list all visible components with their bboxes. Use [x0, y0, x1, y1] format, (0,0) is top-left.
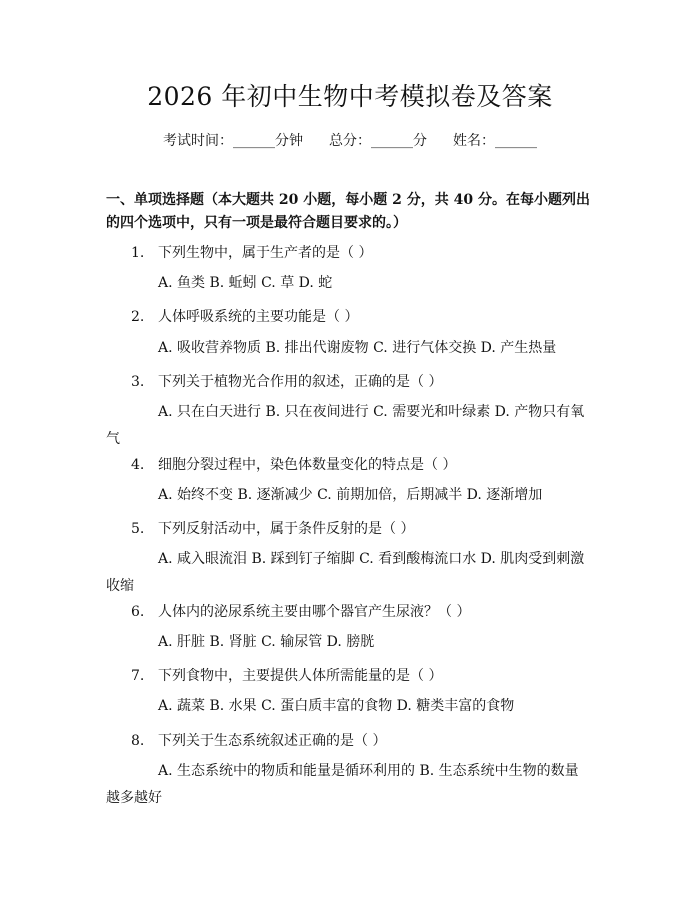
question-number: 6. — [131, 604, 145, 620]
question-2-options: A. 吸收营养物质 B. 排出代谢废物 C. 进行气体交换 D. 产生热量 — [158, 340, 557, 356]
question-text: 人体呼吸系统的主要功能是（ ） — [158, 309, 359, 325]
question-text: 细胞分裂过程中，染色体数量变化的特点是（ ） — [158, 457, 457, 473]
total-score-field: 总分：______分 — [329, 133, 427, 149]
question-number: 3. — [131, 374, 145, 390]
question-text: 下列食物中，主要提供人体所需能量的是（ ） — [158, 668, 443, 684]
question-3 — [131, 372, 601, 392]
question-7 — [131, 666, 601, 686]
question-1 — [131, 243, 601, 263]
question-number: 7. — [131, 668, 145, 684]
question-text: 下列关于生态系统叙述正确的是（ ） — [158, 733, 387, 749]
question-number: 5. — [131, 521, 145, 537]
question-7-options: A. 蔬菜 B. 水果 C. 蛋白质丰富的食物 D. 糖类丰富的食物 — [158, 698, 515, 714]
question-number: 1. — [131, 245, 145, 261]
question-text: 人体内的泌尿系统主要由哪个器官产生尿液？（ ） — [158, 604, 471, 620]
question-5 — [131, 519, 601, 539]
question-text: 下列反射活动中，属于条件反射的是（ ） — [158, 521, 415, 537]
exam-time-field: 考试时间：______分钟 — [163, 133, 303, 149]
question-number: 2. — [131, 309, 145, 325]
section-heading: 一、单项选择题（本大题共 20 小题，每小题 2 分，共 40 分。在每小题列出的四个选项中，只有一项是最符合题目要求的。） — [106, 192, 590, 231]
question-6 — [131, 602, 601, 622]
student-name-field: 姓名：______ — [453, 133, 537, 149]
question-5-options: A. 咸入眼流泪 B. 踩到钉子缩脚 C. 看到酸梅流口水 D. 肌肉受到刺激收缩 — [106, 551, 585, 594]
question-4-options: A. 始终不变 B. 逐渐减少 C. 前期加倍，后期减半 D. 逐渐增加 — [158, 487, 543, 503]
question-number: 8. — [131, 733, 145, 749]
question-6-options: A. 肝脏 B. 肾脏 C. 输尿管 D. 膀胱 — [158, 634, 375, 650]
question-4 — [131, 455, 601, 475]
question-number: 4. — [131, 457, 145, 473]
question-3-options: A. 只在白天进行 B. 只在夜间进行 C. 需要光和叶绿素 D. 产物只有氧气 — [106, 404, 585, 447]
question-2 — [131, 307, 601, 327]
question-text: 下列生物中，属于生产者的是（ ） — [158, 245, 373, 261]
page-title: 2026 年初中生物中考模拟卷及答案 — [147, 82, 553, 111]
question-8 — [131, 731, 601, 751]
question-text: 下列关于植物光合作用的叙述，正确的是（ ） — [158, 374, 443, 390]
question-8-options: A. 生态系统中的物质和能量是循环利用的 B. 生态系统中生物的数量越多越好 — [106, 763, 579, 806]
question-1-options: A. 鱼类 B. 蚯蚓 C. 草 D. 蛇 — [158, 275, 333, 291]
exam-info — [0, 131, 700, 151]
